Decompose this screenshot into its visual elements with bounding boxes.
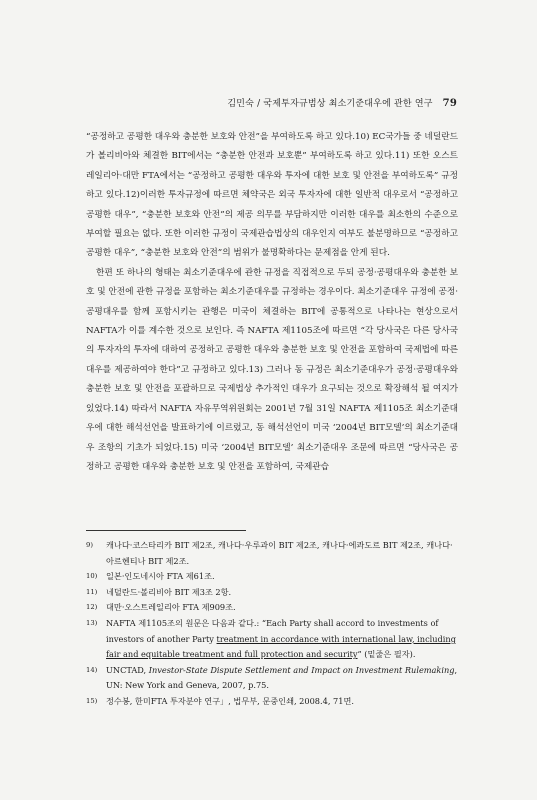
italic-title: Investor-State Dispute Settlement and Impact on Investment Rulemaking	[148, 664, 455, 675]
footnote	[86, 538, 458, 569]
footnote-text-part: UNCTAD,	[106, 664, 149, 675]
underlined-quote: treatment in accordance with international law, including fair and equitable treatment and full protection and security	[106, 633, 456, 660]
footnote-text	[106, 663, 458, 694]
running-header	[227, 96, 457, 109]
body-paragraph: “공정하고 공평한 대우와 충분한 보호와 안전”을 부여하도록 하고 있다.10) EC국가들 중 네덜란드가 볼리비아와 체결한 BIT에서는 “충분한 안전과 보호뿐” 부여하도록 하고 있다.11) 또한 오스트레일리아·대만 FTA에서는 “공정하고 공평한 대우와 투자에 대한 보호 및 안전을 부여하도록” 규정하고 있다.12)이러한 투자규정에 따르면 체약국은 외국 투자자에 대한 일반적 대우로서 “공정하고 공평한 대우”, “충분한 보호와 안전”의 제공 의무를 부담하지만 이러한 대우를 최소한의 수준으로 부여할 필요는 없다. 또한 이러한 규정이 국제관습법상의 대우인지 여부도 불분명하므로 “공정하고 공평한 대우”, “충분한 보호와 안전”의 범위가 불명확하다는 문제점을 안게 된다.	[86, 132, 458, 259]
footnote-text-part: NAFTA 제1105조의 원문은 다음과 같다.: “Each Party shall accord to investments of investors of another Party	[106, 617, 439, 644]
body-text	[86, 128, 458, 477]
footnote-number: 13)	[86, 618, 98, 627]
footnote	[86, 600, 458, 616]
footnote	[86, 694, 458, 710]
footnote-text	[106, 616, 458, 663]
footnote-number: 10)	[86, 572, 98, 581]
running-title: 김민숙 / 국제투자규범상 최소기준대우에 관한 연구	[227, 99, 433, 109]
body-paragraph: 한편 또 하나의 형태는 최소기준대우에 관한 규정을 직접적으로 두되 공정·공평대우와 충분한 보호 및 안전에 관한 규정을 포함하는 최소기준대우를 규정하는 경우이다. 최소기준대우 규정에 공정·공평대우를 함께 포함시키는 관행은 미국이 체결하는 BIT에 공통적으로 나타나는 현상으로서 NAFTA가 이를 계수한 것으로 보인다. 즉 NAFTA 제1105조에 따르면 “각 당사국은 다른 당사국의 투자자의 투자에 대하여 공정하고 공평한 대우와 충분한 보호 및 안전을 포함하여 국제법에 따른 대우를 제공하여야 한다”고 규정하고 있다.13) 그러나 동 규정은 최소기준대우가 공정·공평대우와 충분한 보호 및 안전을 포괄하므로 국제법상 추가적인 대우가 요구되는 것으로 확장해석 될 여지가 있었다.14) 따라서 NAFTA 자유무역위원회는 2001년 7월 31일 NAFTA 제1105조 최소기준대우에 대한 해석선언을 발표하기에 이르렀고, 동 해석선언이 미국 ‘2004년 BIT모델’의 최소기준대우 조항의 기초가 되었다.15) 미국 ‘2004년 BIT모델’ 최소기준대우 조문에 따르면 “당사국은 공정하고 공평한 대우와 충분한 보호 및 안전을 포함하여, 국제관습	[86, 267, 458, 472]
footnote	[86, 569, 458, 585]
footnote	[86, 663, 458, 694]
footnote-number: 9)	[86, 541, 93, 549]
footnote-text-part: ” (밑줄은 필자).	[357, 649, 416, 660]
footnote	[86, 616, 458, 663]
footnote-number: 12)	[86, 603, 98, 612]
footnote-number: 15)	[86, 696, 98, 705]
footnote-number: 11)	[86, 587, 98, 596]
footnote-text: 대만·오스트레일리아 FTA 제909조.	[106, 602, 236, 613]
footnote-text: 일본·인도네시아 FTA 제61조.	[106, 571, 215, 582]
footnote-text: 정수봉, 한미FTA 투자분야 연구」, 법무부, 문중인쇄, 2008.4, 71면.	[106, 695, 354, 706]
footnote-text-part: , UN: New York and Geneva, 2007, p.75.	[106, 664, 458, 691]
footnote	[86, 585, 458, 601]
footnote-text: 네덜란드·볼리비아 BIT 제3조 2항.	[106, 586, 232, 597]
footnotes	[86, 538, 458, 710]
footnote-separator	[86, 530, 246, 531]
page-number: 79	[442, 98, 457, 109]
footnote-number: 14)	[86, 665, 98, 674]
footnote-text: 캐나다·코스타리카 BIT 제2조, 캐나다·우루과이 BIT 제2조, 캐나다·에콰도르 BIT 제2조, 캐나다·아르헨티나 BIT 제2조.	[106, 540, 453, 566]
